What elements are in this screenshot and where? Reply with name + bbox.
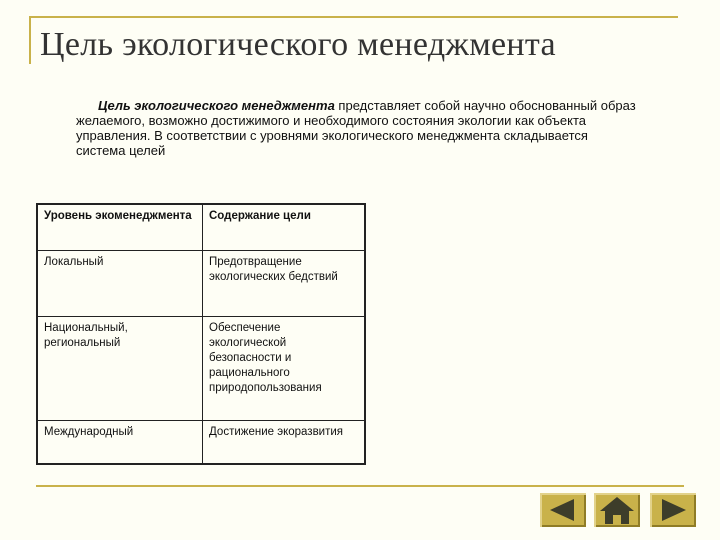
next-slide-button[interactable]: [650, 493, 696, 527]
table-header-row: [37, 204, 365, 250]
bottom-rule: [36, 485, 684, 487]
house-icon: [594, 493, 640, 527]
table-row: [37, 316, 365, 420]
goals-table: [36, 203, 366, 465]
header-level: Уровень экоменеджмента: [37, 204, 203, 250]
table-cell-level: Национальный, региональный: [37, 316, 203, 420]
frame-top-line: [30, 16, 678, 18]
table-cell-level: Международный: [37, 420, 203, 464]
intro-term: Цель экологического менеджмента: [98, 98, 335, 113]
slide-title: Цель экологического менеджмента: [40, 26, 556, 63]
table-cell-goal: Достижение экоразвития: [203, 420, 366, 464]
table-cell-level: Локальный: [37, 250, 203, 316]
triangle-left-icon: [540, 493, 586, 527]
home-button[interactable]: [594, 493, 640, 527]
table-row: [37, 250, 365, 316]
table-row: [37, 420, 365, 464]
previous-slide-button[interactable]: [540, 493, 586, 527]
table-cell-goal: Обеспечение экологической безопасности и рационального природопользования: [203, 316, 366, 420]
table-cell-goal: Предотвращение экологических бедствий: [203, 250, 366, 316]
intro-paragraph: [76, 98, 636, 158]
frame-left-line: [29, 16, 31, 64]
triangle-right-icon: [650, 493, 696, 527]
header-goal: Содержание цели: [203, 204, 366, 250]
intro-text: представляет собой научно обоснованный образ желаемого, возможно достижимого и необходимого состояния экологии как объекта управления. В соответствии с уровнями экологического менеджмента складывается система целей: [76, 98, 636, 158]
